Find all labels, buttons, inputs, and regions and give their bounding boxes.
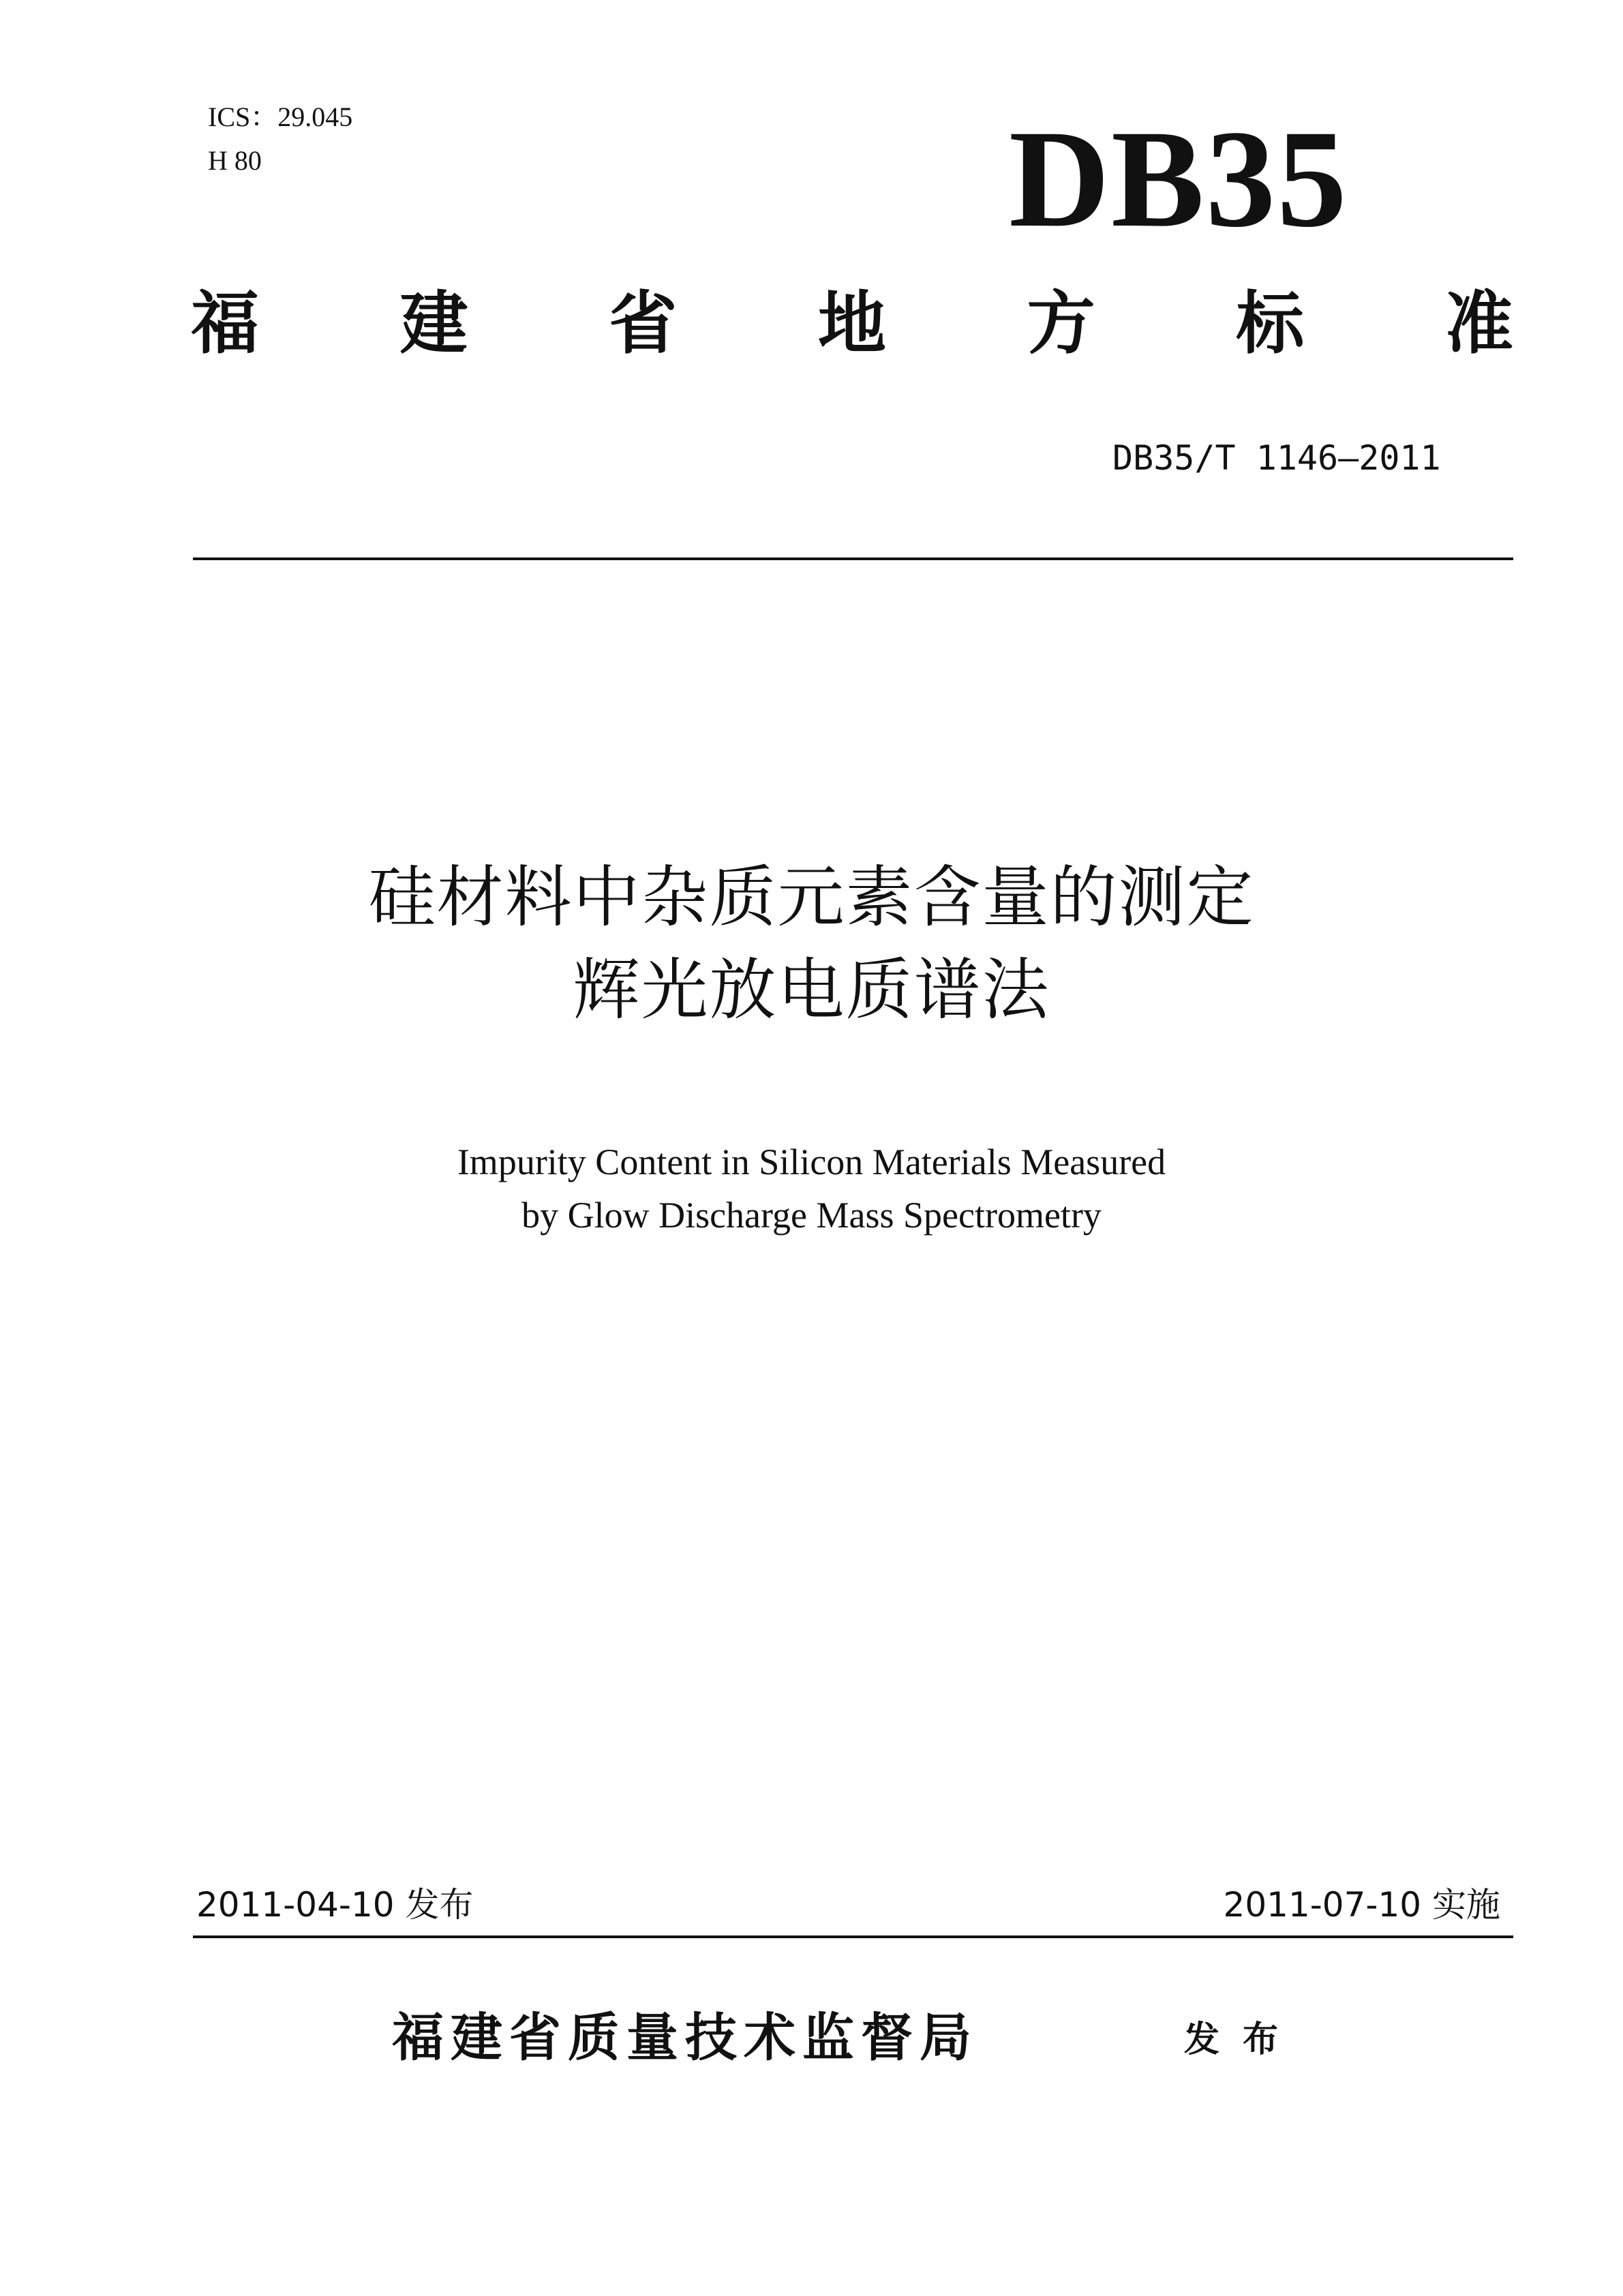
publish-label: 发布 (1184, 2019, 1302, 2060)
ccs-code: H 80 (208, 145, 262, 176)
publisher-name: 福建省质量技术监督局 (392, 2007, 978, 2068)
standard-type-heading (191, 286, 1513, 361)
title-en-line-1: Impurity Content in Silicon Materials Measured (457, 1142, 1166, 1182)
bottom-divider (193, 1935, 1513, 1938)
title-cn-line-1: 硅材料中杂质元素含量的测定 (368, 859, 1255, 936)
standard-type-char: 地 (817, 284, 886, 363)
issue-date: 2011-04-10 发布 (196, 1885, 474, 1925)
standard-type-char: 标 (1236, 284, 1305, 363)
standard-type-char: 准 (1444, 284, 1513, 363)
standard-type-char: 省 (609, 284, 678, 363)
title-en-line-2: by Glow Discharge Mass Spectrometry (521, 1195, 1102, 1236)
top-divider (193, 557, 1513, 560)
effective-date: 2011-07-10 实施 (1223, 1885, 1500, 1925)
standard-type-char: 方 (1027, 284, 1095, 363)
standard-number: DB35/T 1146—2011 (1112, 438, 1441, 478)
ics-code: ICS：29.045 (208, 102, 353, 132)
standard-type-char: 建 (399, 284, 468, 363)
db-logo: DB35 (1009, 102, 1348, 256)
title-cn-line-2: 辉光放电质谱法 (573, 951, 1050, 1029)
standard-type-char: 福 (191, 284, 259, 363)
